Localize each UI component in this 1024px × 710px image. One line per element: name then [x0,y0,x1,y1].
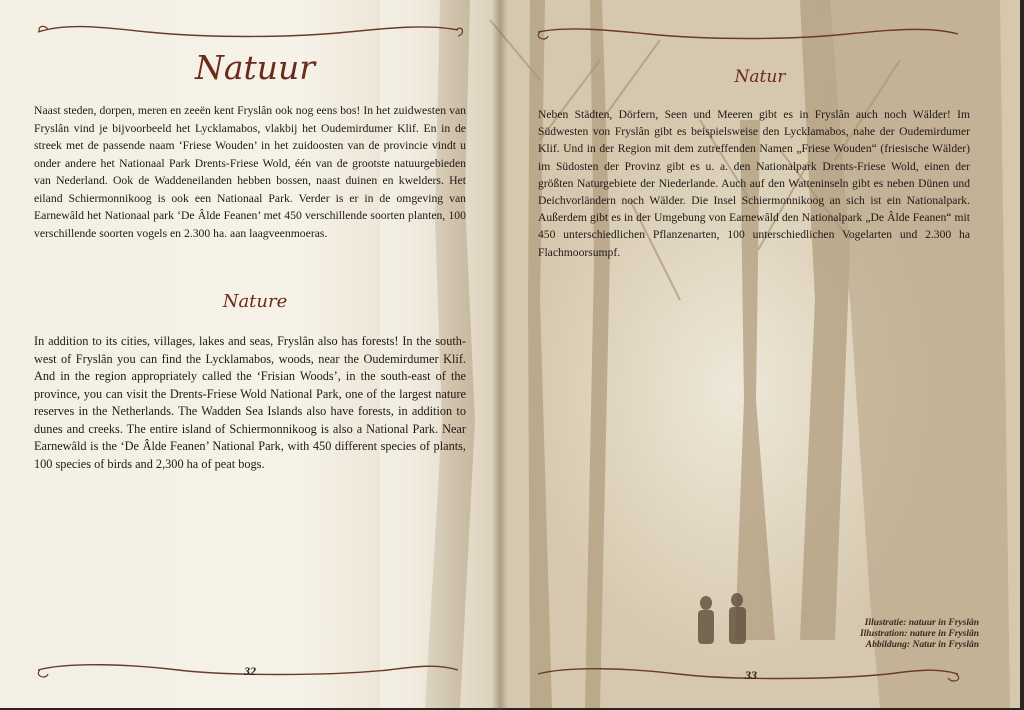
paragraph-german: Neben Städten, Dörfern, Seen und Meeren gibt es in Fryslân auch noch Wälder! Im Südwesten von Fryslân gibt es beispielsweise den Lycklamabos, nahe der Oudemirdumer Klif. Und in der Region mit dem zutreffenden Namen „Friese Wouden“ (friesische Wälder) im Südosten der Provinz gibt es u. a. den Nationalpark Drents-Friese Wold, einen der größten Naturgebiete der Niederlande. Auch auf den Watteninseln gibt es neben Dünen und Deichvorländern noch Wälder. Die Insel Schiermonnikoog an sich ist ein Nationalpark. Außerdem gibt es in der Umgebung von Earnewâld den Nationalpark „De Âlde Feanen“ mit 450 unterschiedlichen Pflanzenarten, 100 unterschiedlichen Vogelarten und 2.300 ha Flachmoorsumpf. [538,108,970,259]
section-title-german: Natur [734,67,786,87]
page-number-left: 32 [244,664,256,678]
top-right-ornament [528,22,968,46]
book-spine [492,0,508,710]
caption-line: Abbildung: Natur in Fryslân [865,640,979,650]
paragraph-dutch: Naast steden, dorpen, meren en zeeën kent Fryslân ook nog eens bos! In het zuidwesten van Fryslân vind je bijvoorbeeld het Lycklamabos, vlakbij het Oudemirdumer Klif. En in de streek met de passende naam ‘Friese Wouden’ in het zuidoosten van de provincie vindt u onder andere het Nationaal Park Drents-Friese Wold, één van de grootste natuurgebieden van Nederland. Ook de Waddeneilanden hebben bossen, naast duinen en kwelders. Het eiland Schiermonnikoog is ook een Nationaal Park. Verder is er in de omgeving van Earnewâld het Nationaal park ‘De Âlde Feanen’ met 450 verschillende soorten planten, 100 verschillende soorten vogels en 2.300 ha. aan laagveenmoeras. [34,104,466,240]
page-title-dutch: Natuur [194,48,316,87]
section-title-english: Nature [222,291,288,312]
caption-line: Illustration: nature in Fryslân [859,629,979,639]
paragraph-english: In addition to its cities, villages, lakes and seas, Fryslân also has forests! In the south-west of Fryslân you can find the Lycklamabos, woods, near the Oudemirdumer Klif. And in the region appropriately called the ‘Frisian Woods’, in the south-east of the province, you can visit the Drents-Friese Wold National Park, one of the largest nature reserves in the Netherlands. The Wadden Sea Islands also have forests, in addition to dunes and creeks. The entire island of Schiermonnikoog is also a National Park. Near Earnewâld is the ‘De Âlde Feanen’ National Park, with 450 different species of plants, 100 species of birds and 2,300 ha of peat bogs. [34,334,466,471]
top-left-ornament [28,20,468,44]
illustration-caption [860,618,979,651]
page-number-right: 33 [745,668,757,682]
caption-line: Illustratie: natuur in Fryslân [864,618,979,628]
